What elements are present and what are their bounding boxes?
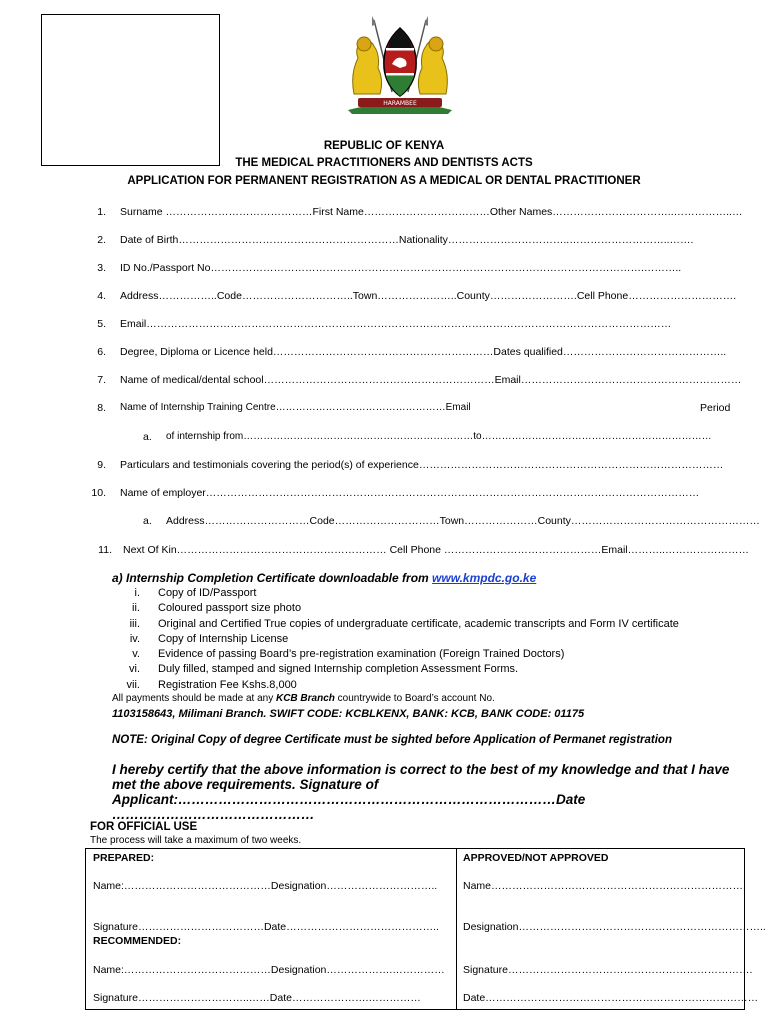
field-dob-line[interactable]: Date of Birth………………………………………………………Nationality……………………………..………………………..…….: [120, 234, 694, 246]
list-item: i. Copy of ID/Passport: [134, 587, 257, 599]
field-school-line[interactable]: Name of medical/dental school…………………………………………………………Email………………………………………………………: [120, 374, 742, 386]
field-employer-address-line[interactable]: Address…………………………Code…………………………Town…………………County………………………………………………: [166, 515, 760, 527]
approver-designation-line[interactable]: Designation……………………………………………………………..: [463, 921, 766, 933]
field-email-line[interactable]: Email……………………………………………………………………………………………………………………………………: [120, 318, 672, 330]
official-use-table: [85, 848, 766, 1010]
field-number: 8.: [97, 402, 106, 414]
list-item: iii. Original and Certified True copies of undergraduate certificate, academic transcripts and Form IV certificate: [129, 617, 679, 630]
field-internship-period-line[interactable]: of internship from……………………………………………………………to……………………………………………………………: [166, 431, 712, 442]
list-item: iv. Copy of Internship License: [129, 632, 289, 645]
degree-note: NOTE: Original Copy of degree Certificate must be sighted before Application of Permanet registration: [112, 734, 672, 746]
field-number: 6.: [97, 346, 106, 358]
field-next-of-kin-line[interactable]: Next Of Kin…………………………………………………… Cell Phone ………………………………………Email………..……………………: [123, 544, 749, 556]
field-degree-line[interactable]: Degree, Diploma or Licence held………………………………………………………Dates qualified………………………………………..: [120, 346, 727, 358]
kmpdc-website-link[interactable]: www.kmpdc.go.ke: [432, 571, 537, 585]
list-item: v. Evidence of passing Board’s pre-registration examination (Foreign Trained Doctors): [132, 648, 565, 661]
field-number: 9.: [97, 459, 106, 471]
bank-account-details: 1103158643, Milimani Branch. SWIFT CODE: KCBLKENX, BANK: KCB, BANK CODE: 01175: [112, 708, 585, 720]
payment-instructions: All payments should be made at any KCB Branch countrywide to Board’s account No.: [112, 693, 495, 704]
field-number: 1.: [97, 206, 106, 218]
list-item: vi. Duly filled, stamped and signed Internship completion Assessment Forms.: [129, 663, 519, 676]
field-employer-line[interactable]: Name of employer……………………………………………………………………………………………………………………………: [120, 487, 700, 499]
approver-signature-line[interactable]: Signature…………………………………………………………….: [463, 964, 753, 976]
recommended-signature-line[interactable]: Signature…………………………..……Date………………….……………: [93, 992, 421, 1004]
field-period-label: Period: [700, 402, 731, 414]
table-divider: [456, 849, 457, 1009]
requirements-heading: [112, 571, 536, 585]
field-experience-line[interactable]: Particulars and testimonials covering the period(s) of experience……………………………………………………………………………: [120, 459, 724, 471]
field-number: 10.: [91, 487, 106, 499]
official-use-heading: FOR OFFICIAL USE: [90, 821, 198, 833]
kenya-coat-of-arms-icon: [340, 14, 460, 114]
recommended-heading: RECOMMENDED:: [93, 935, 182, 947]
application-heading: APPLICATION FOR PERMANENT REGISTRATION AS A MEDICAL OR DENTAL PRACTITIONER: [127, 175, 641, 187]
prepared-signature-line[interactable]: Signature………………………………Date……………………………………..: [93, 921, 439, 933]
approver-date-line[interactable]: Date……………………………………………………………………: [463, 992, 759, 1004]
requirements-heading-text: a) Internship Completion Certificate downloadable from: [112, 571, 433, 585]
field-internship-line[interactable]: Name of Internship Training Centre……………………………………………Email: [120, 402, 471, 413]
approved-heading: APPROVED/NOT APPROVED: [463, 852, 609, 864]
sub-letter: a.: [143, 515, 152, 527]
kcb-branch-text: KCB Branch: [275, 693, 335, 704]
requirements-list: [112, 586, 679, 693]
field-surname-line[interactable]: Surname ……………………………………First Name………………………………Other Names……………………………..……………..…: [120, 206, 743, 218]
motto-ribbon-text: HARAMBEE: [383, 100, 417, 107]
field-number: 7.: [97, 374, 106, 386]
field-number: 2.: [97, 234, 106, 246]
recommended-name-line[interactable]: Name:……………………………………Designation……………….……………: [93, 964, 445, 976]
field-address-line[interactable]: Address……………..Code…………………………..Town…………………..County…………………….Cell Phone………………………….: [120, 290, 737, 302]
prepared-name-line[interactable]: Name:……………………………………Designation…………………………..: [93, 880, 438, 892]
field-number: 4.: [97, 290, 106, 302]
processing-time-note: The process will take a maximum of two weeks.: [90, 835, 302, 846]
prepared-heading: PREPARED:: [93, 852, 155, 864]
field-number: 5.: [97, 318, 106, 330]
field-number: 3.: [97, 262, 106, 274]
approver-name-line[interactable]: Name……………………………………………………………….: [463, 880, 746, 892]
sub-letter: a.: [143, 431, 152, 443]
republic-heading: REPUBLIC OF KENYA: [323, 140, 445, 152]
list-item: ii. Coloured passport size photo: [132, 602, 302, 615]
applicant-certification[interactable]: I hereby certify that the above information is correct to the best of my knowledge and that I have met the above requirements. Signature of Applicant:…………………………………………………………………………Date ………………………………………: [112, 762, 730, 822]
field-id-line[interactable]: ID No./Passport No…………………………………………………………………………………………………………….………..: [120, 262, 682, 274]
field-number: 11.: [98, 544, 112, 556]
act-heading: THE MEDICAL PRACTITIONERS AND DENTISTS ACTS: [235, 157, 533, 169]
list-item: vii. Registration Fee Kshs.8,000: [126, 678, 297, 691]
